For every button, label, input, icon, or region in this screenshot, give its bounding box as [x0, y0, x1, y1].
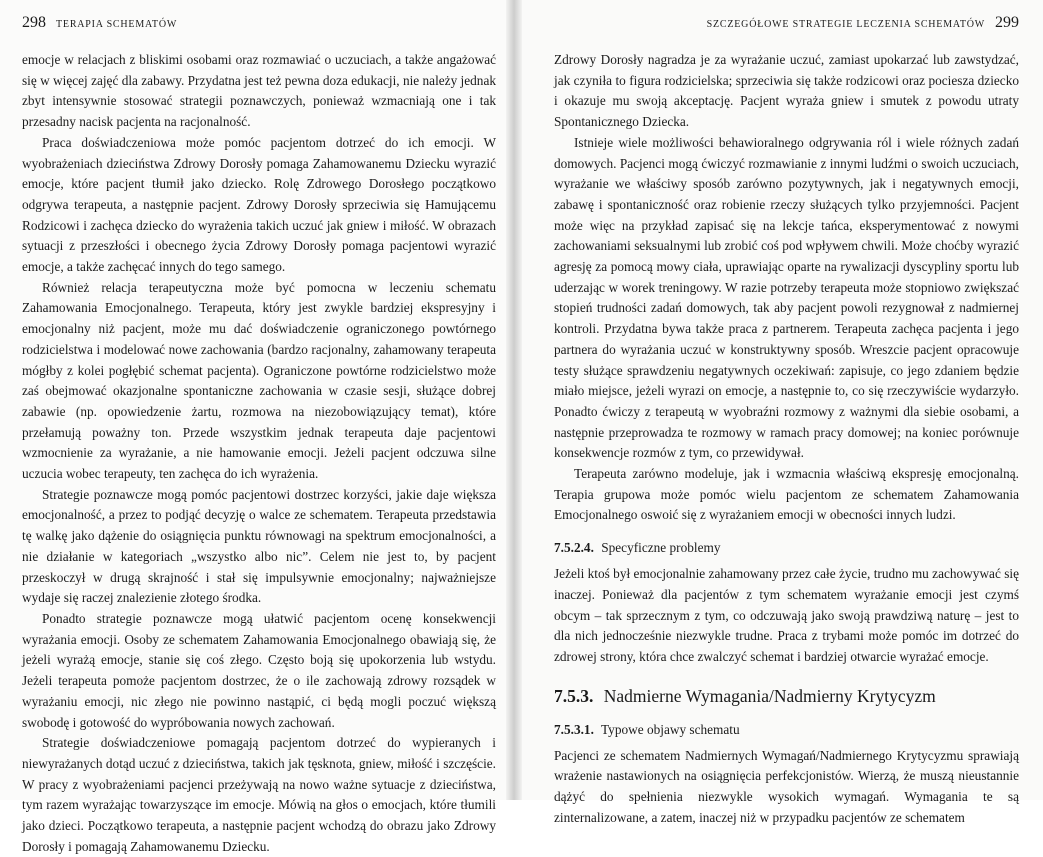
section-title: Nadmierne Wymagania/Nadmierny Krytycyzm	[603, 685, 936, 706]
book-gutter-shadow	[506, 0, 522, 800]
paragraph: Strategie poznawcze mogą pomóc pacjentowi dostrzec korzyści, jakie daje większa emocjonalność, a przez to podjąć decyzję o walce ze schematem. Terapeuta przedstawia tę walkę jako dążenie do osiągnięcia punktu równowagi na spektrum emocjonalności, a nie działanie w kategoriach „wszystko albo nic”. Celem nie jest to, by pacjent przeskoczył w drugą skrajność i stał się impulsywnie emocjonalny; najważniejsze wydaje się raczej znalezienie złotego środka.	[22, 486, 496, 606]
section-title: Specyficzne problemy	[601, 540, 721, 556]
paragraph: emocje w relacjach z bliskimi osobami oraz rozmawiać o uczuciach, a także angażować się w więcej zajęć dla zabawy. Przydatna jest też pewna doza edukacji, nie należy jednak zbyt intensywnie stosować strategii poznawczych, ponieważ wzmacniają one i tak przesadny nacisk pacjenta na racjonalność.	[22, 52, 496, 130]
section-number: 7.5.3.	[554, 685, 594, 706]
section-heading-7531	[554, 720, 1019, 740]
left-running-title: TERAPIA SCHEMATÓW	[56, 19, 178, 30]
paragraph: Pacjenci ze schematem Nadmiernych Wymagań/Nadmiernego Krytycyzmu sprawiają wrażenie nastawionych na osiągnięcia perfekcjonistów. Wierzą, że muszą nieustannie dążyć do spełnienia niezwykle wysokich wymagań. Wymagania te są zinternalizowane, a zatem, inaczej niż w przypadku pacjentów ze schematem	[554, 747, 1019, 825]
paragraph: Jeżeli ktoś był emocjonalnie zahamowany przez całe życie, trudno mu zachowywać się inaczej. Ponieważ dla pacjentów z tym schematem wyrażanie emocji jest czymś obcym – tak sprzecznym z tym, co odczuwają jako swoją prawdziwą naturę – jest to dla nich jednocześnie niezwykle trudne. Praca z trybami może pomóc im dotrzeć do zdrowej strony, która chce zwalczyć schemat i bardziej otwarcie wyrażać emocje.	[554, 566, 1019, 664]
section-heading-7524	[554, 538, 1019, 558]
section-heading-753	[554, 684, 1019, 708]
paragraph: Strategie doświadczeniowe pomagają pacjentom dotrzeć do wypieranych i niewyrażanych dotąd uczuć z dzieciństwa, takich jak tęsknota, gniew, miłość i szczęście. W pracy z wyobrażeniami pacjenci przeżywają na nowo ważne sytuacje z dzieciństwa, tym razem wyrażając towarzyszące im emocje. Mówią na głos o emocjach, które tłumili jako dzieci. Początkowo terapeuta, a następnie pacjent wchodzą do obrazu jako Zdrowy Dorosły i pomagają Zahamowanemu Dziecku.	[22, 735, 496, 854]
right-running-title: SZCZEGÓŁOWE STRATEGIE LECZENIA SCHEMATÓW	[706, 19, 985, 30]
left-page-number: 298	[22, 14, 46, 31]
paragraph: Ponadto strategie poznawcze mogą ułatwić pacjentom ocenę konsekwencji wyrażania emocji. Osoby ze schematem Zahamowania Emocjonalnego obawiają się, że jeżeli wyrażą emocje, stanie się coś złego. Często boją się upokorzenia lub wstydu. Jeżeli terapeuta pomoże pacjentom dostrzec, że o ile zachowają zdrowy rozsądek w wyrażaniu emocji, nic złego nie powinno nastąpić, ci będą mogli poczuć większą swobodę i gotowość do wypróbowania nowych zachowań.	[22, 610, 496, 730]
paragraph: Również relacja terapeutyczna może być pomocna w leczeniu schematu Zahamowania Emocjonalnego. Terapeuta, który jest zwykle bardziej ekspresyjny i emocjonalny niż pacjent, może mu dać doświadczenie ograniczonego powtórnego rodzicielstwa i modelować nowe zachowania (bardzo racjonalny, zahamowany terapeuta mógłby z kolei pogłębić schemat pacjenta). Ograniczone powtórne rodzicielstwo może zaś obejmować okazjonalne spontaniczne zachowania w czasie sesji, służące dobrej zabawie (np. opowiedzenie żartu, rozmowa na niezobowiązujący temat), które przełamują poważny ton. Przede wszystkim jednak terapeuta daje pacjentowi wzmocnienie za wyrażanie, a nie hamowanie emocji. Jeżeli pacjent odczuwa silne uczucia wobec terapeuty, ten zachęca do ich wyrażenia.	[22, 279, 496, 482]
right-page-number: 299	[995, 14, 1019, 31]
right-running-head	[554, 14, 1019, 32]
section-title: Typowe objawy schematu	[600, 721, 740, 737]
paragraph: Istnieje wiele możliwości behawioralnego odgrywania ról i wiele różnych zadań domowych. Pacjenci mogą ćwiczyć rozmawianie z innymi ludźmi o swoich uczuciach, wyrażanie we właściwy sposób zarówno pozytywnych, jak i negatywnych emocji, zabawę i spontaniczność oraz robienie rzeczy służących tylko przyjemności. Pacjent może więc na przykład zapisać się na lekcje tańca, eksperymentować z nowymi zachowaniami seksualnymi lub zrobić coś pod wpływem chwili. Może choćby wyrazić agresję za pomocą mowy ciała, uprawiając oparte na rywalizacji dyscypliny sportu lub uderzając w worek treningowy. W razie potrzeby terapeuta może stopniowo zwiększać stopień trudności zadań domowych, tak aby pacjent powoli rezygnował z nadmiernej kontroli. Przydatna bywa także praca z partnerem. Terapeuta zachęca pacjenta i jego partnera do wyrażania uczuć w konstruktywny sposób. Wreszcie pacjent opracowuje testy służące sprawdzeniu negatywnych oczekiwań: zapisuje, co jego zdaniem będzie miało miejsce, jeżeli wyrazi on emocje, a następnie to, co się rzeczywiście wydarzyło. Ponadto ćwiczy z terapeutą w wyobraźni rozmowy z ważnymi dla siebie osobami, a następnie przeprowadza te rozmowy w ramach pracy domowej; na koniec porównuje konsekwencje rozmów z tym, co przewidywał.	[554, 134, 1019, 461]
section-number: 7.5.3.1.	[554, 721, 594, 737]
paragraph: Zdrowy Dorosły nagradza je za wyrażanie uczuć, zamiast upokarzać lub zawstydzać, jak czyniła to figura rodzicielska; sprzeciwia się także rodzicowi oraz pociesza dziecko i okazuje mu swoją akceptację. Pacjent wyraża gniew i smutek z powodu utraty Spontanicznego Dziecka.	[554, 52, 1019, 130]
paragraph: Praca doświadczeniowa może pomóc pacjentom dotrzeć do ich emocji. W wyobrażeniach dzieciństwa Zdrowy Dorosły pomaga Zahamowanemu Dziecku wyrazić emocje, które pacjent tłumił jako dziecko. Rolę Zdrowego Dorosłego początkowo odgrywa terapeuta, a następnie pacjent. Zdrowy Dorosły sprzeciwia się Hamującemu Rodzicowi i zachęca dziecko do wyrażenia takich uczuć jak gniew i miłość. W obrazach sytuacji z przeszłości i obecnego życia Zdrowy Dorosły pomaga pacjentowi wyrazić emocje, a także zachęcać innych do tego samego.	[22, 134, 496, 275]
right-page	[510, 0, 1043, 825]
left-page	[0, 0, 510, 854]
left-running-head	[22, 14, 496, 32]
paragraph: Terapeuta zarówno modeluje, jak i wzmacnia właściwą ekspresję emocjonalną. Terapia grupowa może pomóc wielu pacjentom ze schematem Zahamowania Emocjonalnego oswoić się z wyrażaniem emocji w obecności innych ludzi.	[554, 466, 1019, 523]
section-number: 7.5.2.4.	[554, 540, 594, 556]
